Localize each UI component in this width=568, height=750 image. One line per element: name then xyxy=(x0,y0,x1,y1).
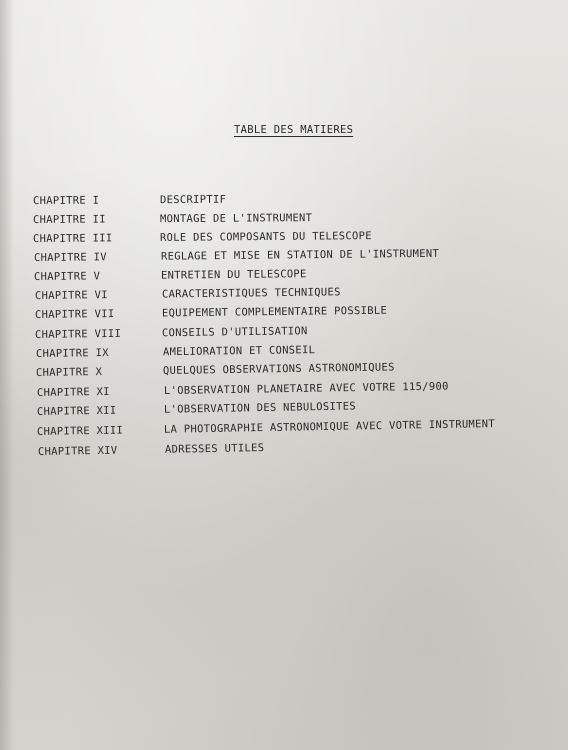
chapter-subject: EQUIPEMENT COMPLEMENTAIRE POSSIBLE xyxy=(161,304,388,320)
chapter-number: CHAPITRE IX xyxy=(35,346,109,360)
chapter-subject: REGLAGE ET MISE EN STATION DE L'INSTRUMENT xyxy=(160,247,440,263)
chapter-number: CHAPITRE X xyxy=(35,365,103,379)
chapter-number: CHAPITRE XI xyxy=(36,385,110,399)
page-title: TABLE DES MATIERES xyxy=(234,124,354,136)
chapter-subject: AMELIORATION ET CONSEIL xyxy=(162,344,316,359)
chapter-subject: LA PHOTOGRAPHIE ASTRONOMIQUE AVEC VOTRE INSTRUMENT xyxy=(163,418,496,436)
chapter-subject: ADRESSES UTILES xyxy=(164,442,265,456)
chapter-number: CHAPITRE VI xyxy=(34,289,108,302)
chapter-subject: CONSEILS D'UTILISATION xyxy=(161,325,308,340)
chapter-number: CHAPITRE V xyxy=(33,270,101,283)
chapter-number: CHAPITRE XIII xyxy=(36,424,124,438)
chapter-number: CHAPITRE VII xyxy=(34,308,115,321)
chapter-number: CHAPITRE XIV xyxy=(37,444,118,458)
chapter-subject: MONTAGE DE L'INSTRUMENT xyxy=(159,212,313,226)
chapter-subject: QUELQUES OBSERVATIONS ASTRONOMIQUES xyxy=(162,361,395,378)
chapter-subject: L'OBSERVATION DES NEBULOSITES xyxy=(163,400,357,416)
chapter-subject: DESCRIPTIF xyxy=(159,193,227,207)
chapter-number: CHAPITRE IV xyxy=(33,251,107,264)
chapter-number: CHAPITRE II xyxy=(32,213,106,226)
chapter-number: CHAPITRE VIII xyxy=(34,327,122,341)
chapter-subject: ENTRETIEN DU TELESCOPE xyxy=(160,268,307,282)
chapter-number: CHAPITRE III xyxy=(32,232,113,245)
chapter-subject: CARACTERISTIQUES TECHNIQUES xyxy=(161,286,341,301)
chapter-number: CHAPITRE XII xyxy=(36,404,117,418)
chapter-number: CHAPITRE I xyxy=(32,194,100,207)
chapter-subject: L'OBSERVATION PLANETAIRE AVEC VOTRE 115/900 xyxy=(163,380,449,398)
chapter-subject: ROLE DES COMPOSANTS DU TELESCOPE xyxy=(159,230,372,244)
